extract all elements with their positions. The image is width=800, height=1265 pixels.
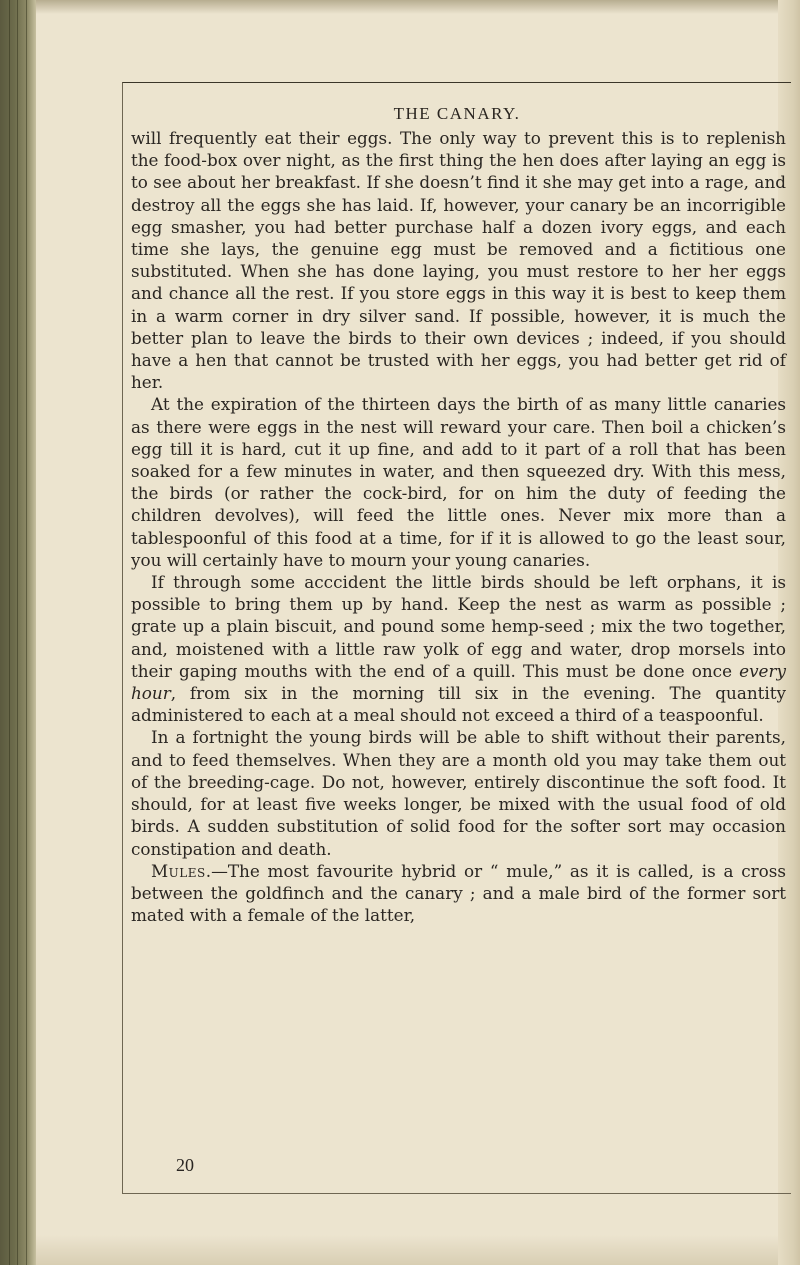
book-page (122, 82, 791, 1194)
paragraph-3-start: If through some acccident the little birds should be left orphans, it is possible to bring them up by hand. Keep the nest as warm as possible ; grate up a plain biscuit, and pound some hemp-seed ; mix the two together, and, moistened with a little raw yolk of egg and water, drop morsels into their gaping mouths with the end of a quill. This must be done once (131, 572, 786, 681)
emphasis-every-hour: every hour (131, 660, 786, 704)
paragraph-3-end: , from six in the morning till six in the evening. The quantity administered to each at a meal should not exceed a third of a teaspoonful. (131, 683, 786, 726)
section-heading-mules: Mules (151, 860, 206, 881)
book-spine-shadow (0, 0, 36, 1265)
page-number: 20 (176, 1155, 194, 1175)
running-head: THE CANARY. (393, 104, 521, 123)
top-edge-shadow (36, 0, 800, 14)
paragraph-3 (131, 571, 786, 726)
paragraph-1: will frequently eat their eggs. The only way to prevent this is to replenish the food-box over night, as the first thing the hen does after laying an egg is to see about her breakfast. If she doesn’t find it she may get into a rage, and destroy all the eggs she has laid. If, however, your canary be an incorrigible egg smasher, you had better purchase half a dozen ivory eggs, and each time she lays, the genuine egg must be removed and a fictitious one substituted. When she has done laying, you must restore to her her eggs and chance all the rest. If you store eggs in this way it is best to keep them in a warm corner in dry silver sand. If possible, however, it is much the better plan to leave the birds to their own devices ; indeed, if you should have a hen that cannot be trusted with her eggs, you had better get rid of her. (131, 128, 786, 393)
paragraph-5-text: .—The most favourite hybrid or “ mule,” as it is called, is a cross between the goldfinch and the canary ; and a male bird of the former sort mated with a female of the latter, (131, 860, 786, 926)
body-text (131, 127, 786, 926)
paragraph-2: At the expiration of the thirteen days the birth of as many little canaries as there were eggs in the nest will reward your care. Then boil a chicken’s egg till it is hard, cut it up fine, and add to it part of a roll that has been soaked for a few minutes in water, and then squeezed dry. With this mess, the birds (or rather the cock-bird, for on him the duty of feeding the children devolves), will feed the little ones. Never mix more than a tablespoonful of this food at a time, for if it is allowed to go the least sour, you will certainly have to mourn your young canaries. (131, 394, 786, 570)
paragraph-4: In a fortnight the young birds will be able to shift without their parents, and to feed themselves. When they are a month old you may take them out of the breeding-cage. Do not, however, entirely discontinue the soft food. It should, for at least five weeks longer, be mixed with the usual food of old birds. A sudden substitution of solid food for the softer sort may occasion constipation and death. (131, 727, 786, 859)
bottom-edge-shadow (36, 1235, 800, 1265)
paragraph-5 (131, 860, 786, 927)
